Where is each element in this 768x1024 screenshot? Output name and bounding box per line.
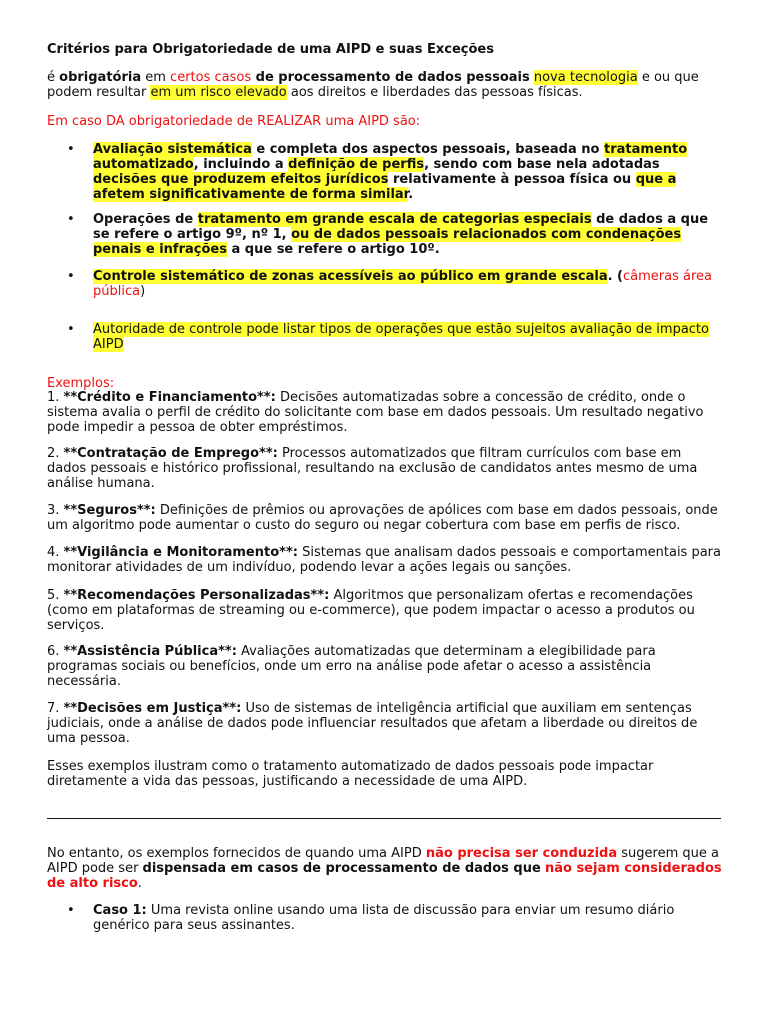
text-run: Avaliação sistemática — [93, 142, 252, 157]
text-run: ) — [140, 284, 146, 299]
text-run: Autoridade de controle pode listar tipos de operações que estão sujeitos avaliação de impacto AIPD — [93, 322, 709, 352]
text-run: obrigatória — [59, 70, 142, 85]
horizontal-divider — [47, 818, 721, 819]
list-item — [47, 701, 723, 746]
text-run: a que se refere o artigo 10º. — [226, 242, 440, 257]
text-run: relativamente à pessoa física ou — [388, 172, 636, 187]
text-run: No entanto, os exemplos fornecidos de quando uma AIPD — [47, 846, 426, 861]
text-run: é — [47, 70, 60, 85]
text-run: nova tecnologia — [533, 70, 638, 85]
list-item — [47, 545, 723, 575]
exceptions-paragraph — [47, 846, 723, 891]
text-run: certos casos — [170, 70, 252, 85]
example-label: **Seguros**: — [63, 503, 156, 518]
example-number: 1. — [47, 390, 64, 405]
examples-summary: Esses exemplos ilustram como o tratamento automatizado de dados pessoais pode impactar diretamente a vida das pessoas, justificando a necessidade de uma AIPD. — [47, 759, 654, 789]
text-run: Caso 1: — [93, 903, 147, 918]
text-run: de dados a que se refere o artigo 9º, nº 1, — [93, 212, 709, 242]
text-run: ou de dados pessoais relacionados com condenações penais e infrações — [93, 227, 682, 257]
text-run: em — [141, 70, 171, 85]
text-run: , incluindo a — [193, 157, 289, 172]
text-run: de processamento de dados pessoais — [251, 70, 530, 85]
list-item — [47, 446, 723, 491]
text-run: . ( — [607, 269, 623, 284]
intro-paragraph — [47, 70, 723, 100]
list-item — [47, 644, 723, 689]
text-run: . — [408, 187, 414, 202]
text-run: , sendo com base nela adotadas — [424, 157, 660, 172]
document-title: Critérios para Obrigatoriedade de uma AIPD e suas Exceções — [47, 42, 494, 57]
text-run: que a afetem significativamente de forma similar — [93, 172, 677, 202]
text-run: e completa dos aspectos pessoais, baseada no — [251, 142, 604, 157]
example-label: **Crédito e Financiamento**: — [63, 390, 276, 405]
example-text: Avaliações automatizadas que determinam a elegibilidade para programas sociais ou benefícios, onde um erro na análise pode afetar o acesso a assistência necessária. — [47, 644, 656, 689]
list-item — [47, 269, 723, 299]
text-run: não precisa ser conduzida — [425, 846, 618, 861]
text-run: e ou que podem resultar — [47, 70, 699, 100]
text-run: aos direitos e liberdades das pessoas físicas. — [286, 85, 583, 100]
example-text: Sistemas que analisam dados pessoais e comportamentais para monitorar atividades de um indivíduo, podendo levar a ações legais ou sanções. — [47, 545, 721, 575]
text-run: câmeras área pública — [93, 269, 712, 299]
text-run: decisões que produzem efeitos jurídicos — [93, 172, 389, 187]
example-text: Decisões automatizadas sobre a concessão de crédito, onde o sistema avalia o perfil de crédito do solicitante com base em dados pessoais. Um resultado negativo pode impedir a pessoa de obter empréstimos. — [47, 390, 704, 435]
example-number: 5. — [47, 588, 64, 603]
text-run: . — [137, 876, 142, 891]
text-run: dispensada em casos de processamento de dados que — [142, 861, 541, 876]
example-number: 3. — [47, 503, 64, 518]
text-run: definição de perfis — [288, 157, 425, 172]
example-label: **Decisões em Justiça**: — [63, 701, 242, 716]
example-label: **Assistência Pública**: — [63, 644, 237, 659]
text-run: não sejam considerados de alto risco — [47, 861, 722, 891]
example-number: 7. — [47, 701, 64, 716]
text-run: sugerem que a AIPD pode ser — [47, 846, 719, 876]
list-item — [47, 322, 723, 352]
example-text: Processos automatizados que filtram currículos com base em dados pessoais e histórico profissional, resultando na exclusão de candidatos antes mesmo de uma análise humana. — [47, 446, 698, 491]
examples-heading: Exemplos: — [47, 376, 115, 391]
example-number: 4. — [47, 545, 64, 560]
list-item — [47, 142, 723, 202]
example-label: **Contratação de Emprego**: — [63, 446, 278, 461]
example-number: 6. — [47, 644, 64, 659]
list-item — [47, 588, 723, 633]
example-text: Algoritmos que personalizam ofertas e recomendações (como em plataformas de streaming ou e-commerce), que podem impactar o acesso a produtos ou serviços. — [47, 588, 695, 633]
text-run: Operações de — [93, 212, 198, 227]
example-number: 2. — [47, 446, 64, 461]
example-label: **Recomendações Personalizadas**: — [63, 588, 330, 603]
example-label: **Vigilância e Monitoramento**: — [63, 545, 298, 560]
list-item — [47, 390, 723, 435]
example-text: Definições de prêmios ou aprovações de apólices com base em dados pessoais, onde um algoritmo pode aumentar o custo do seguro ou negar cobertura com base em perfis de risco. — [47, 503, 718, 533]
text-run: em um risco elevado — [150, 85, 287, 100]
example-text: Uso de sistemas de inteligência artificial que auxiliam em sentenças judiciais, onde a análise de dados pode influenciar resultados que afetam a liberdade ou direitos de uma pessoa. — [47, 701, 698, 746]
text-run: tratamento em grande escala de categorias especiais — [197, 212, 592, 227]
list-item — [47, 903, 723, 933]
list-item — [47, 503, 723, 533]
obligation-heading: Em caso DA obrigatoriedade de REALIZAR uma AIPD são: — [47, 114, 421, 129]
text-run: Controle sistemático de zonas acessíveis ao público em grande escala — [93, 269, 608, 284]
list-item — [47, 212, 723, 257]
text-run: Uma revista online usando uma lista de discussão para enviar um resumo diário genérico para seus assinantes. — [93, 903, 675, 933]
text-run: tratamento automatizado — [93, 142, 688, 172]
